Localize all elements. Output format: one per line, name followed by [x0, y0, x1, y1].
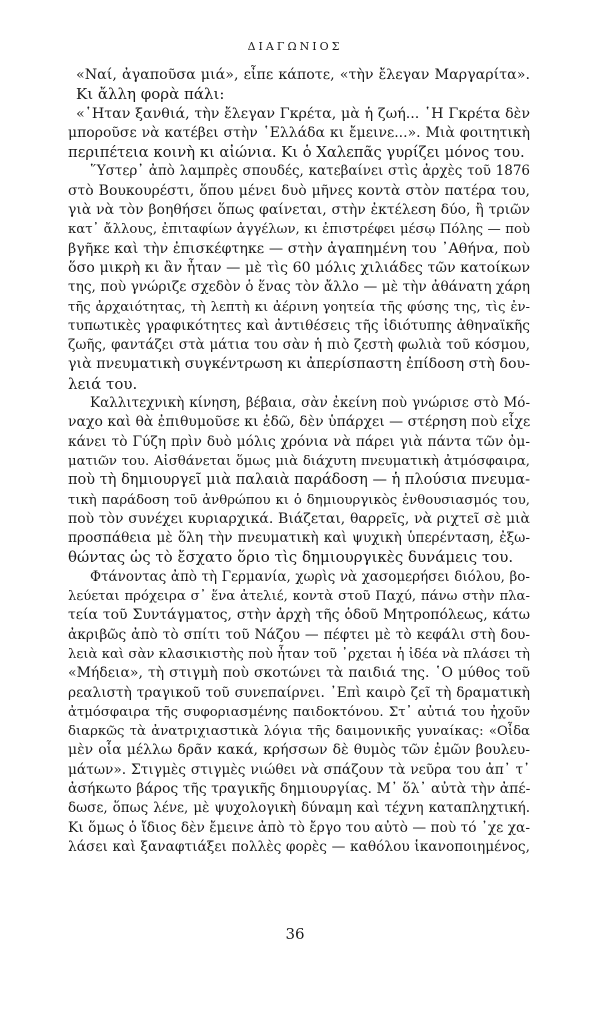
text-line: κάνει τὸ Γύζη πρὶν δυὸ μόλις χρόνια νὰ πάρει γιὰ πάντα τῶν ὀμ-: [68, 433, 530, 450]
text-line: Κι ἄλλη φορὰ πάλι:: [76, 85, 225, 104]
text-line: μποροῦσε νὰ κατέβει στὴν ῾Ελλάδα κι ἔμεινε...». Μιὰ φοιτητικὴ: [68, 124, 530, 141]
text-line: ὅσο μικρὴ κι ἂν ἦταν — μὲ τὶς 60 μόλις χιλιάδες τῶν κατοίκων: [68, 259, 530, 276]
text-line: ποὺ τὴ δημιουργεῖ μιὰ παλαιὰ παράδοση — ἡ πλούσια πνευμα-: [68, 472, 530, 489]
text-line: ῞Υστερ᾽ ἀπὸ λαμπρὲς σπουδές, κατεβαίνει στὶς ἀρχὲς τοῦ 1876: [90, 163, 530, 180]
text-line: διαρκῶς τὰ ἀνατριχιαστικὰ λόγια τῆς δαιμονικῆς γυναίκας: «Οἶδα: [68, 724, 530, 740]
text-line: Καλλιτεχνικὴ κίνηση, βέβαια, σὰν ἐκείνη ποὺ γνώρισε στὸ Μό-: [90, 395, 530, 412]
text-line: ματιῶν του. Αἰσθάνεται ὅμως μιὰ διάχυτη πνευματικὴ ἀτμόσφαιρα,: [68, 453, 530, 469]
text-line: της, ποὺ γνώριζε σχεδὸν ὁ ἕνας τὸν ἄλλο — μὲ τὴν ἀθάνατη χάρη: [68, 279, 530, 296]
text-line: «Ναί, ἀγαποῦσα μιά», εἶπε κάποτε, «τὴν ἔλεγαν Μαργαρίτα».: [76, 67, 530, 83]
text-line: δωσε, ὅπως λένε, μὲ ψυχολογικὴ δύναμη καὶ τέχνη καταπληχτική.: [68, 800, 530, 817]
text-line: μάτων». Στιγμὲς στιγμὲς νιώθει νὰ σπάζουν τὰ νεῦρα του ἀπ᾽ τ᾽: [68, 761, 530, 778]
text-line: ἀσήκωτο βάρος τῆς τραγικῆς δημιουργίας. Μ᾽ ὅλ᾽ αὐτὰ τὴν ἀπέ-: [68, 780, 531, 797]
text-line: ναχο καὶ θὰ ἐπιθυμοῦσε κι ἐδῶ, δὲν ὑπάρχει — στέρηση ποὺ εἶχε: [68, 414, 531, 431]
text-line: γιὰ νὰ τὸν βοηθήσει ὅπως φαίνεται, στὴν ἐκτέλεση δύο, ἢ τριῶν: [68, 202, 530, 219]
text-line: γιὰ πνευματικὴ συγκέντρωση κι ἀπερίσπαστη ἐπίδοση στὴ δου-: [68, 356, 530, 373]
page-number: 36: [285, 925, 305, 943]
text-line: ρεαλιστὴ τραγικοῦ τοῦ συνεπαίρνει. ᾿Επὶ καιρὸ ζεῖ τὴ δραματικὴ: [68, 684, 530, 701]
text-line: κατ᾽ ἄλλους, ἐπιταφίων ἀγγέλων, κι ἐπιστρέφει μέσῳ Πόλης — ποὺ: [68, 222, 530, 238]
text-line: «Μήδεια», τὴ στιγμὴ ποὺ σκοτώνει τὰ παιδιά της. ῾Ο μύθος τοῦ: [68, 665, 530, 682]
text-line: προσπάθεια μὲ ὅλη τὴν πνευματικὴ καὶ ψυχικὴ ὑπερένταση, ἐξω-: [68, 530, 530, 547]
text-line: στὸ Βουκουρέστι, ὅπου μένει δυὸ μῆνες κοντὰ στὸν πατέρα του,: [68, 182, 530, 199]
text-line: θώντας ὡς τὸ ἔσχατο ὅριο τὶς δημιουργικὲς δυνάμεις του.: [68, 548, 514, 567]
text-line: ποὺ τὸν συνέχει κυριαρχικά. Βιάζεται, θαρρεῖς, νὰ ριχτεῖ σὲ μιὰ: [68, 510, 530, 527]
text-line: ἀκριβῶς ἀπὸ τὸ σπίτι τοῦ Νάζου — πέφτει μὲ τὸ κεφάλι στὴ δου-: [68, 626, 530, 643]
text-line: τυπωτικὲς γραφικότητες καὶ ἀντιθέσεις τῆς ἰδιότυπης ἀθηναϊκῆς: [68, 317, 530, 334]
running-head: ΔΙΑΓΩΝΙΟΣ: [247, 40, 343, 53]
text-line: βγῆκε καὶ τὴν ἐπισκέφτηκε — στὴν ἀγαπημένη του ᾿Αθήνα, ποὺ: [68, 240, 530, 257]
text-line: τεία τοῦ Συντάγματος, στὴν ἀρχὴ τῆς ὁδοῦ Μητροπόλεως, κάτω: [68, 607, 530, 624]
text-line: «῾Ηταν ξανθιά, τὴν ἔλεγαν Γκρέτα, μὰ ἡ ζωή... ῾Η Γκρέτα δὲν: [76, 105, 530, 122]
text-line: λειά του.: [68, 374, 138, 393]
text-line: Κι ὅμως ὁ ἴδιος δὲν ἔμεινε ἀπὸ τὸ ἔργο του αὐτὸ — ποὺ τό ᾽χε χα-: [68, 819, 530, 836]
text-line: τῆς ἀρχαιότητας, τὴ λεπτὴ κι ἀέρινη γοητεία τῆς φύσης της, τὶς ἐν-: [68, 299, 530, 315]
text-line: ζωῆς, φαντάζει στὰ μάτια του σὰν ἡ πιὸ ζεστὴ φωλιὰ τοῦ κόσμου,: [68, 337, 530, 354]
text-line: ἀτμόσφαιρα τῆς συφοριασμένης παιδοκτόνου. Στ᾽ αὐτιά του ἠχοῦν: [68, 704, 530, 720]
text-line: μὲν οἷα μέλλω δρᾶν κακά, κρήσσων δὲ θυμὸς τῶν ἐμῶν βουλευ-: [68, 742, 530, 759]
text-line: λειὰ καὶ σὰν κλασικιστὴς ποὺ ἦταν τοῦ ᾽ρχεται ἡ ἰδέα νὰ πλάσει τὴ: [68, 646, 530, 662]
text-line: λεύεται πρόχειρα σ᾽ ἕνα ἀτελιέ, κοντὰ στοῦ Παχύ, πάνω στὴν πλα-: [68, 589, 530, 605]
text-line: τικὴ παράδοση τοῦ ἀνθρώπου κι ὁ δημιουργικὸς ἐνθουσιασμός του,: [68, 492, 530, 508]
text-line: λάσει καὶ ξαναφτιάξει πολλὲς φορὲς — καθόλου ἱκανοποιημένος,: [68, 838, 530, 855]
text-line: περιπέτεια κοινὴ κι αἰώνια. Κι ὁ Χαλεπᾶς γυρίζει μόνος του.: [68, 144, 525, 162]
text-line: Φτάνοντας ἀπὸ τὴ Γερμανία, χωρὶς νὰ χασομερήσει διόλου, βο-: [90, 568, 530, 585]
body-text: [68, 66, 530, 857]
